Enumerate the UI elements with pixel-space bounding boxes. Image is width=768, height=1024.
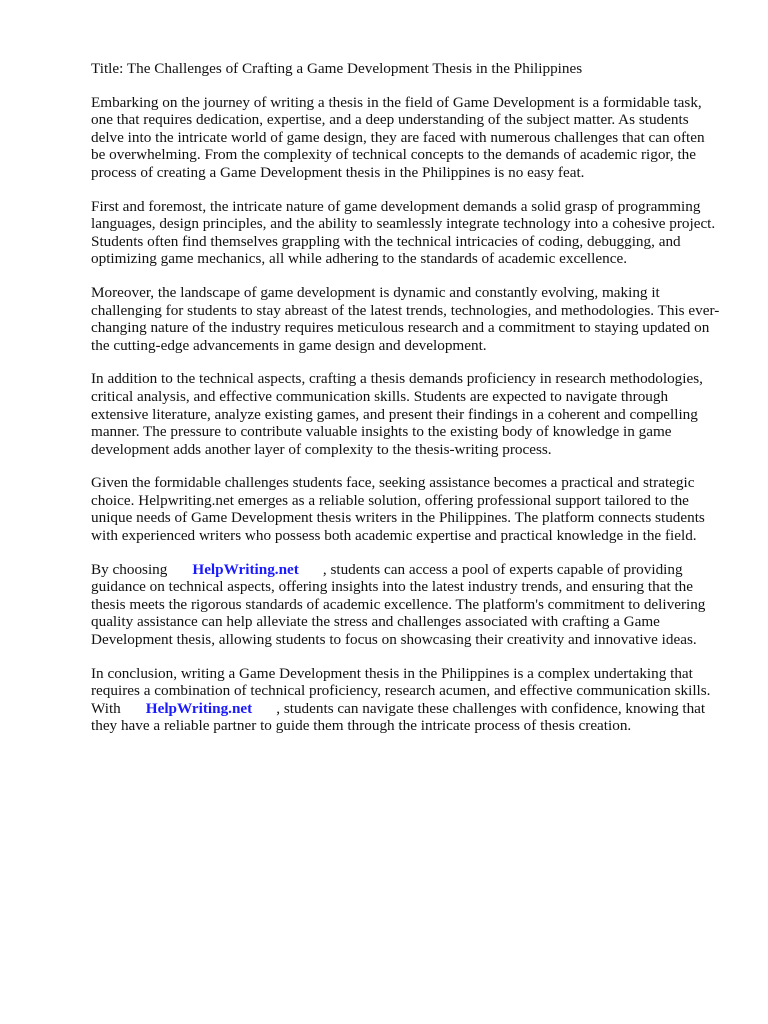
paragraph-technical: First and foremost, the intricate nature of game development demands a solid grasp of programming languages, design principles, and the ability to seamlessly integrate technology into a cohesive project. Students often find themselves grappling with the technical intricacies of coding, debugging, and optimizing game mechanics, all while adhering to the standards of academic excellence. xyxy=(91,197,716,268)
conclusion-text-before: In conclusion, writing a Game Development thesis in the Philippines is a complex undertaking that requires a combination of technical proficiency, research acumen, and effective communication skills. With xyxy=(91,664,711,717)
paragraph-conclusion xyxy=(91,665,721,735)
paragraph-research: In addition to the technical aspects, crafting a thesis demands proficiency in research methodologies, critical analysis, and effective communication skills. Students are expected to navigate through extensive literature, analyze existing games, and present their findings in a coherent and compelling manner. The pressure to contribute valuable insights to the existing body of knowledge in game development adds another layer of complexity to the thesis-writing process. xyxy=(91,370,703,458)
paragraph-landscape: Moreover, the landscape of game development is dynamic and constantly evolving, making it challenging for students to stay abreast of the latest trends, technologies, and methodologies. This ever-changing nature of the industry requires meticulous research and a commitment to staying updated on the cutting-edge advancements in game design and development. xyxy=(91,283,720,354)
choosing-text-before: By choosing xyxy=(91,560,168,578)
document-page xyxy=(91,60,721,751)
document-title: Title: The Challenges of Crafting a Game Development Thesis in the Philippines xyxy=(91,60,583,77)
choosing-text-after: , students can access a pool of experts capable of providing guidance on technical aspects, offering insights into the latest industry trends, and ensuring that the thesis meets the rigorous standards of academic excellence. The platform's commitment to delivering quality assistance can help alleviate the stress and challenges associated with crafting a Game Development thesis, allowing students to focus on showcasing their creativity and innovative ideas. xyxy=(91,560,706,649)
helpwriting-link[interactable]: HelpWriting.net xyxy=(192,560,299,578)
helpwriting-link-conclusion[interactable]: HelpWriting.net xyxy=(145,699,253,717)
paragraph-assistance: Given the formidable challenges students face, seeking assistance becomes a practical and strategic choice. Helpwriting.net emerges as a reliable solution, offering professional support tailored to the unique needs of Game Development thesis writers in the Philippines. The platform connects students with experienced writers who possess both academic expertise and practical knowledge in the field. xyxy=(91,474,705,545)
conclusion-text-after: , students can navigate these challenges with confidence, knowing that they have a reliable partner to guide them through the intricate process of thesis creation. xyxy=(91,699,706,735)
paragraph-intro: Embarking on the journey of writing a thesis in the field of Game Development is a formidable task, one that requires dedication, expertise, and a deep understanding of the subject matter. As students delve into the intricate world of game design, they are faced with numerous challenges that can often be overwhelming. From the complexity of technical concepts to the demands of academic rigor, the process of creating a Game Development thesis in the Philippines is no easy feat. xyxy=(91,93,705,181)
paragraph-choosing xyxy=(91,561,721,649)
